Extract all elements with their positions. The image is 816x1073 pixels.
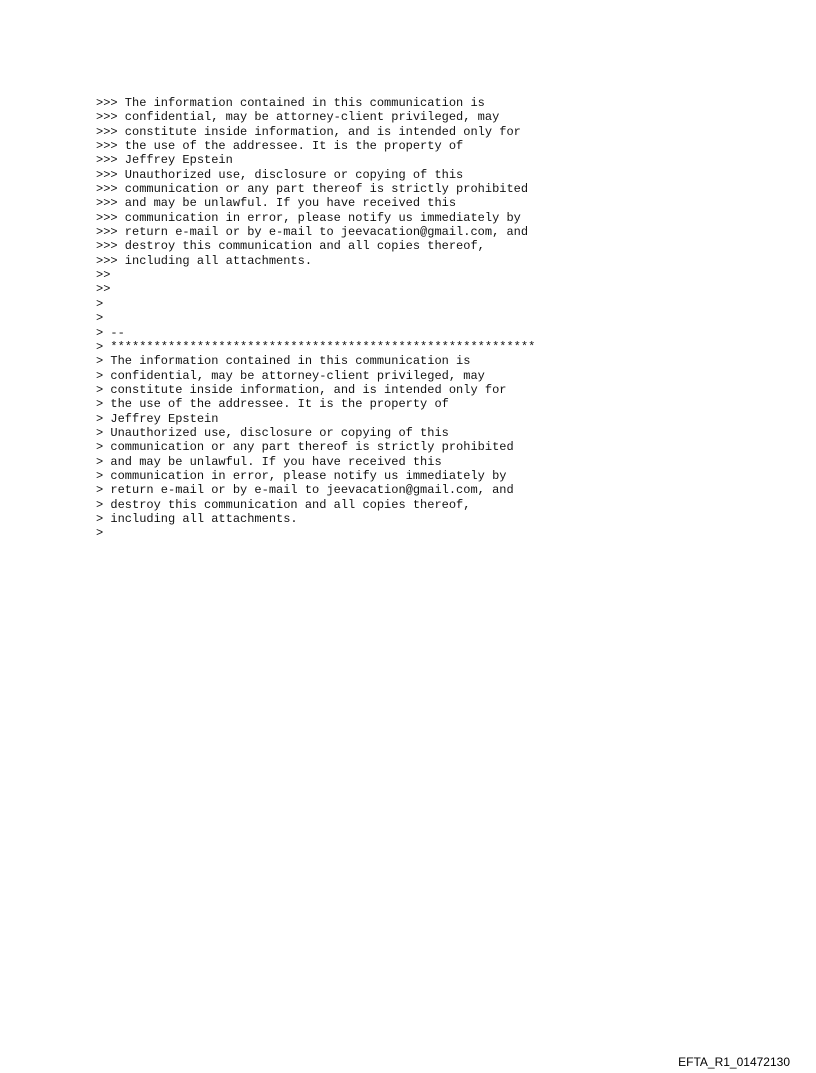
text-line: > *********************************************************** [96,339,536,354]
text-line: >>> Jeffrey Epstein [96,153,233,168]
text-line: >>> communication in error, please notify us immediately by [96,210,521,225]
text-line: >>> destroy this communication and all copies thereof, [96,239,485,254]
text-line: > [96,311,104,326]
text-line: > confidential, may be attorney-client privileged, may [96,368,485,383]
text-line: > communication in error, please notify us immediately by [96,468,507,483]
text-line: > Unauthorized use, disclosure or copying of this [96,425,449,440]
text-line: > The information contained in this communication is [96,354,471,369]
text-line: >> [96,282,111,297]
text-line: >>> and may be unlawful. If you have received this [96,196,457,211]
text-line: >>> constitute inside information, and is intended only for [96,124,521,139]
text-line: > return e-mail or by e-mail to jeevacation@gmail.com, and [96,483,514,498]
text-line: >>> including all attachments. [96,253,313,268]
bates-number: EFTA_R1_01472130 [678,1055,790,1069]
text-line: > [96,526,104,541]
text-line: >>> the use of the addressee. It is the property of [96,139,464,154]
text-line: >>> The information contained in this communication is [96,96,485,110]
text-line: >>> communication or any part thereof is strictly prohibited [96,182,529,197]
text-line: > constitute inside information, and is intended only for [96,382,507,397]
text-line: > -- [96,325,125,340]
text-line: >>> Unauthorized use, disclosure or copying of this [96,167,464,182]
text-line: > [96,296,104,311]
text-line: >> [96,268,111,283]
text-line: > the use of the addressee. It is the property of [96,397,449,412]
text-line: > and may be unlawful. If you have received this [96,454,442,469]
text-line: >>> return e-mail or by e-mail to jeevacation@gmail.com, and [96,225,529,240]
text-line: > Jeffrey Epstein [96,411,219,426]
text-line: > including all attachments. [96,511,298,526]
text-line: > destroy this communication and all copies thereof, [96,497,471,512]
text-line: >>> confidential, may be attorney-client privileged, may [96,110,500,125]
text-line: > communication or any part thereof is strictly prohibited [96,440,514,455]
email-quoted-text [96,96,786,541]
